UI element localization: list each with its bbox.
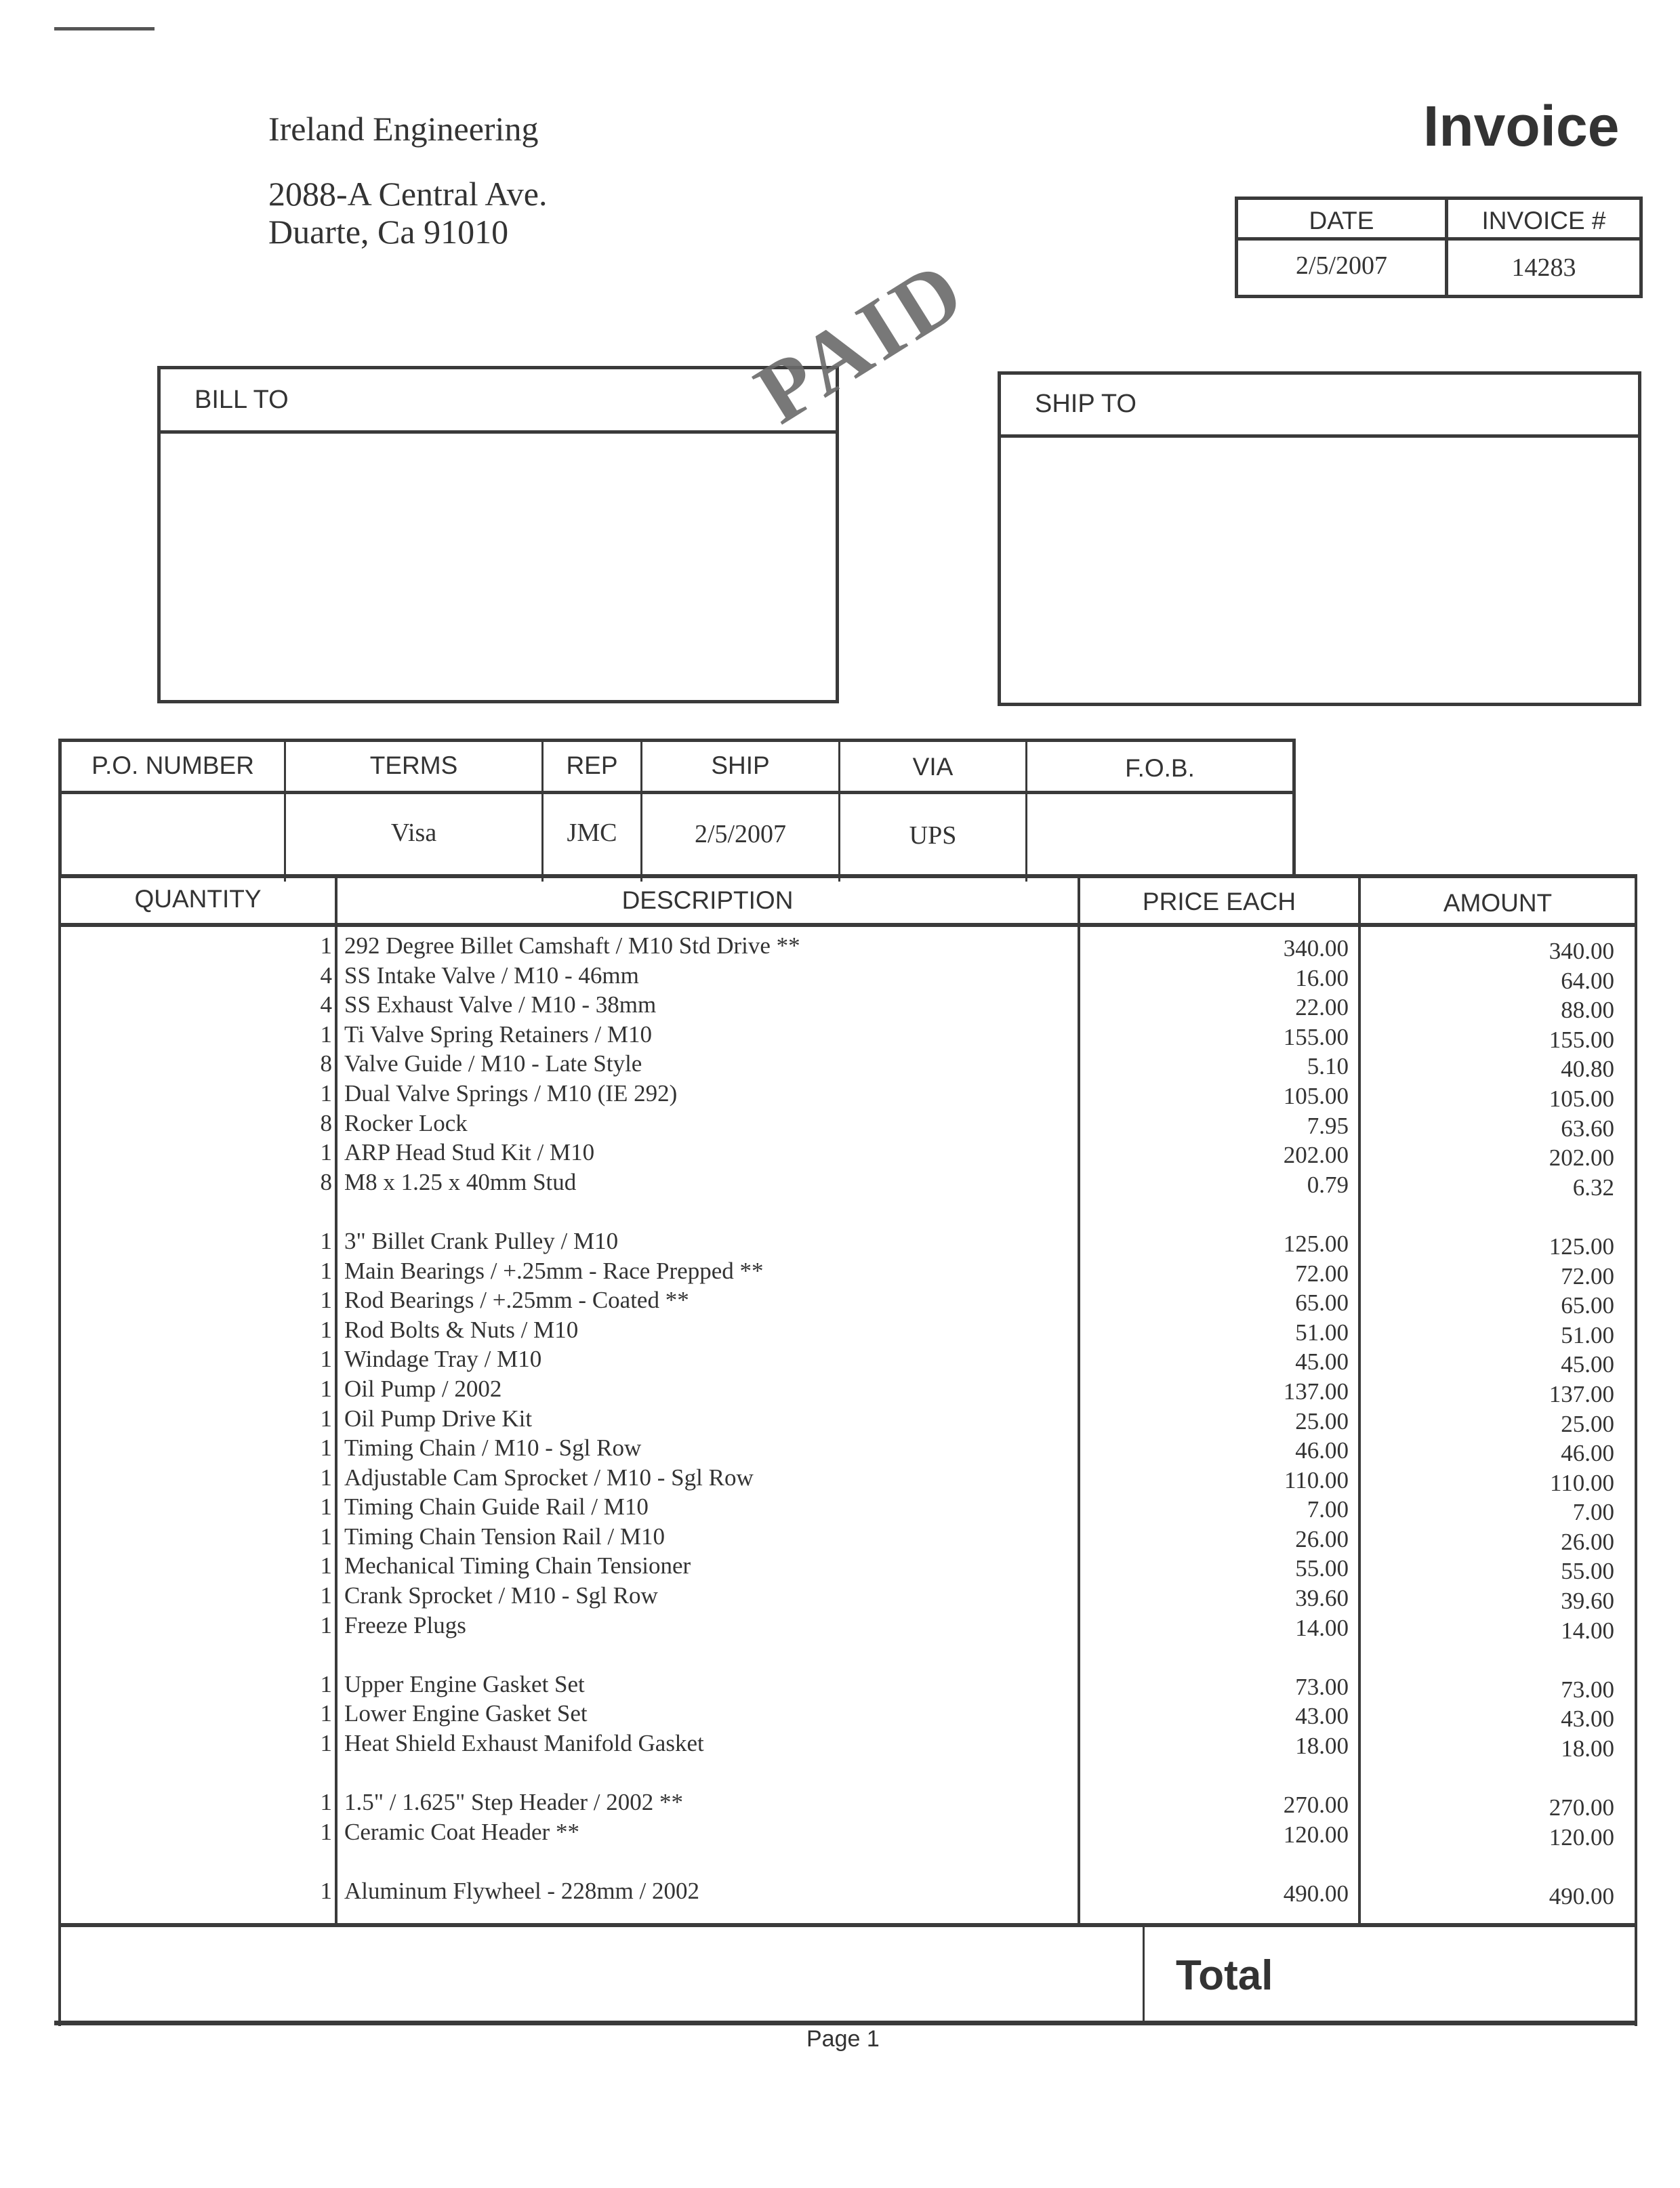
item-price: 14.00: [1295, 1614, 1349, 1641]
item-price: 137.00: [1283, 1378, 1349, 1405]
item-description: Ceramic Coat Header **: [344, 1818, 579, 1845]
item-description: Aluminum Flywheel - 228mm / 2002: [344, 1878, 700, 1904]
via-header: VIA: [912, 753, 954, 781]
item-description: 3" Billet Crank Pulley / M10: [344, 1227, 619, 1254]
paid-stamp: PAID: [739, 239, 983, 442]
item-description: Lower Engine Gasket Set: [344, 1700, 588, 1727]
item-qty: 8: [320, 1168, 332, 1195]
item-price: 0.79: [1307, 1171, 1349, 1198]
item-qty: 1: [320, 1346, 332, 1373]
item-qty: 1: [320, 1464, 332, 1491]
item-qty: 1: [320, 1700, 332, 1727]
item-price: 18.00: [1295, 1733, 1349, 1760]
item-qty: 1: [320, 1789, 332, 1816]
item-price: 340.00: [1283, 935, 1349, 962]
item-amount: 120.00: [1549, 1823, 1614, 1851]
item-qty: 1: [320, 1730, 332, 1757]
item-amount: 490.00: [1549, 1883, 1614, 1910]
ship-date-value: 2/5/2007: [694, 820, 787, 848]
item-qty: 4: [320, 962, 332, 989]
item-qty: 1: [320, 1020, 332, 1048]
terms-header: TERMS: [369, 751, 458, 779]
item-description: Rod Bearings / +.25mm - Coated **: [344, 1287, 689, 1314]
item-price: 125.00: [1283, 1230, 1349, 1257]
item-price: 39.60: [1295, 1585, 1349, 1612]
item-amount: 270.00: [1549, 1794, 1614, 1821]
item-price: 7.95: [1307, 1112, 1349, 1139]
item-price: 7.00: [1307, 1496, 1349, 1523]
items-top-border: [58, 874, 1637, 878]
ship-header: SHIP: [711, 751, 770, 779]
item-description: Mechanical Timing Chain Tensioner: [344, 1552, 691, 1580]
amount-column: [1364, 936, 1614, 1912]
item-qty: 1: [320, 932, 332, 959]
item-amount: 7.00: [1572, 1499, 1614, 1526]
description-header: DESCRIPTION: [621, 886, 794, 914]
items-header-divider: [58, 923, 1637, 927]
item-description: Main Bearings / +.25mm - Race Prepped **: [344, 1257, 764, 1284]
item-description: Rocker Lock: [344, 1109, 468, 1136]
item-description: 1.5" / 1.625" Step Header / 2002 **: [344, 1789, 684, 1816]
item-price: 202.00: [1283, 1142, 1349, 1169]
via-value: UPS: [909, 821, 957, 850]
item-amount: 110.00: [1550, 1469, 1614, 1496]
item-price: 46.00: [1295, 1437, 1349, 1464]
item-price: 22.00: [1295, 994, 1349, 1021]
item-price: 155.00: [1283, 1023, 1349, 1050]
description-column: [344, 931, 1063, 1906]
invoice-number-label: INVOICE #: [1481, 207, 1606, 234]
rep-header: REP: [566, 751, 618, 779]
item-qty: 1: [320, 1316, 332, 1343]
price-each-header: PRICE EACH: [1142, 888, 1296, 915]
divider: [1001, 434, 1638, 438]
item-price: 26.00: [1295, 1525, 1349, 1552]
item-amount: 14.00: [1561, 1617, 1614, 1644]
item-amount: 65.00: [1561, 1292, 1614, 1319]
invoice-number: 14283: [1511, 253, 1576, 282]
item-qty: 1: [320, 1287, 332, 1314]
item-price: 65.00: [1295, 1289, 1349, 1317]
item-amount: 25.00: [1561, 1410, 1614, 1437]
item-qty: 1: [320, 1670, 332, 1697]
item-description: Timing Chain Guide Rail / M10: [344, 1493, 649, 1521]
item-price: 16.00: [1295, 964, 1349, 991]
item-description: Timing Chain / M10 - Sgl Row: [344, 1434, 642, 1462]
item-description: Oil Pump Drive Kit: [344, 1405, 533, 1432]
ship-to-box: [998, 371, 1641, 706]
item-description: Freeze Plugs: [344, 1611, 466, 1638]
item-qty: 1: [320, 1818, 332, 1845]
price-column: [1084, 934, 1349, 1909]
item-qty: 1: [320, 1079, 332, 1107]
item-amount: 39.60: [1561, 1588, 1614, 1615]
date-invoice-box: [1235, 197, 1643, 298]
item-description: Windage Tray / M10: [344, 1346, 542, 1373]
item-amount: 63.60: [1561, 1115, 1614, 1142]
item-amount: 43.00: [1561, 1706, 1614, 1733]
scan-mark: [54, 27, 155, 30]
item-amount: 18.00: [1561, 1735, 1614, 1762]
item-description: ARP Head Stud Kit / M10: [344, 1139, 595, 1166]
item-description: M8 x 1.25 x 40mm Stud: [344, 1168, 577, 1195]
item-description: Valve Guide / M10 - Late Style: [344, 1050, 642, 1077]
item-amount: 64.00: [1561, 967, 1614, 994]
item-price: 45.00: [1295, 1348, 1349, 1376]
item-qty: 1: [320, 1552, 332, 1580]
item-description: Rod Bolts & Nuts / M10: [344, 1316, 579, 1343]
document-title: Invoice: [1423, 94, 1620, 158]
item-amount: 51.00: [1561, 1321, 1614, 1348]
item-qty: 1: [320, 1434, 332, 1462]
item-description: Heat Shield Exhaust Manifold Gasket: [344, 1730, 704, 1757]
item-amount: 55.00: [1561, 1558, 1614, 1585]
total-divider: [1143, 1927, 1145, 2025]
item-qty: 1: [320, 1611, 332, 1638]
po-number-header: P.O. NUMBER: [91, 751, 254, 779]
item-amount: 72.00: [1561, 1262, 1614, 1289]
item-price: 105.00: [1283, 1082, 1349, 1109]
item-description: Adjustable Cam Sprocket / M10 - Sgl Row: [344, 1464, 754, 1491]
item-amount: 88.00: [1561, 997, 1614, 1024]
table-bottom-border: [54, 2021, 1637, 2025]
line-items: [0, 931, 1680, 1910]
item-qty: 4: [320, 991, 332, 1018]
item-price: 490.00: [1283, 1880, 1349, 1907]
item-amount: 125.00: [1549, 1233, 1614, 1260]
invoice-date: 2/5/2007: [1295, 251, 1388, 280]
item-amount: 105.00: [1549, 1085, 1614, 1112]
item-qty: 1: [320, 1139, 332, 1166]
item-price: 270.00: [1283, 1792, 1349, 1819]
item-amount: 40.80: [1561, 1056, 1614, 1083]
item-description: SS Intake Valve / M10 - 46mm: [344, 962, 639, 989]
amount-header: AMOUNT: [1443, 889, 1553, 917]
items-bottom-divider: [58, 1923, 1637, 1927]
divider: [62, 791, 1292, 794]
quantity-header: QUANTITY: [134, 885, 262, 913]
item-amount: 6.32: [1572, 1174, 1614, 1201]
item-qty: 1: [320, 1227, 332, 1254]
divider: [1238, 237, 1639, 241]
bill-to-label: BILL TO: [194, 386, 289, 414]
item-amount: 73.00: [1561, 1676, 1614, 1703]
item-amount: 155.00: [1549, 1026, 1614, 1053]
item-price: 55.00: [1295, 1555, 1349, 1582]
item-description: 292 Degree Billet Camshaft / M10 Std Drive **: [344, 932, 800, 959]
divider: [161, 430, 836, 434]
terms-value: Visa: [390, 819, 437, 847]
item-amount: 26.00: [1561, 1528, 1614, 1555]
item-description: Timing Chain Tension Rail / M10: [344, 1523, 665, 1550]
item-amount: 340.00: [1549, 938, 1614, 964]
item-amount: 46.00: [1561, 1440, 1614, 1467]
item-qty: 1: [320, 1493, 332, 1521]
rep-value: JMC: [567, 819, 617, 847]
bill-to-box: [157, 366, 839, 703]
item-price: 73.00: [1295, 1673, 1349, 1700]
fob-header: F.O.B.: [1125, 754, 1195, 782]
item-price: 110.00: [1284, 1466, 1349, 1493]
item-price: 43.00: [1295, 1703, 1349, 1730]
item-description: Crank Sprocket / M10 - Sgl Row: [344, 1582, 658, 1609]
page-number: Page 1: [806, 2026, 880, 2052]
item-qty: 1: [320, 1523, 332, 1550]
item-amount: 45.00: [1561, 1351, 1614, 1378]
order-info-table: [58, 739, 1296, 878]
date-label: DATE: [1309, 207, 1374, 234]
item-qty: 1: [320, 1257, 332, 1284]
item-description: Oil Pump / 2002: [344, 1375, 502, 1402]
item-amount: 202.00: [1549, 1144, 1614, 1172]
item-qty: 1: [320, 1582, 332, 1609]
item-price: 72.00: [1295, 1260, 1349, 1287]
total-label: Total: [1176, 1952, 1273, 1999]
item-qty: 8: [320, 1050, 332, 1077]
item-price: 5.10: [1307, 1053, 1349, 1080]
item-price: 51.00: [1295, 1319, 1349, 1346]
item-description: Ti Valve Spring Retainers / M10: [344, 1020, 653, 1048]
item-description: Dual Valve Springs / M10 (IE 292): [344, 1079, 678, 1107]
item-price: 25.00: [1295, 1407, 1349, 1434]
company-name: Ireland Engineering: [268, 110, 539, 148]
item-qty: 8: [320, 1109, 332, 1136]
item-price: 120.00: [1283, 1821, 1349, 1848]
company-address-line1: 2088-A Central Ave.: [268, 175, 548, 213]
ship-to-label: SHIP TO: [1035, 390, 1136, 418]
item-qty: 1: [320, 1405, 332, 1432]
company-address-line2: Duarte, Ca 91010: [268, 213, 509, 251]
item-qty: 1: [320, 1375, 332, 1402]
item-description: Upper Engine Gasket Set: [344, 1670, 585, 1697]
item-amount: 137.00: [1549, 1380, 1614, 1407]
item-qty: 1: [320, 1878, 332, 1904]
item-description: SS Exhaust Valve / M10 - 38mm: [344, 991, 657, 1018]
